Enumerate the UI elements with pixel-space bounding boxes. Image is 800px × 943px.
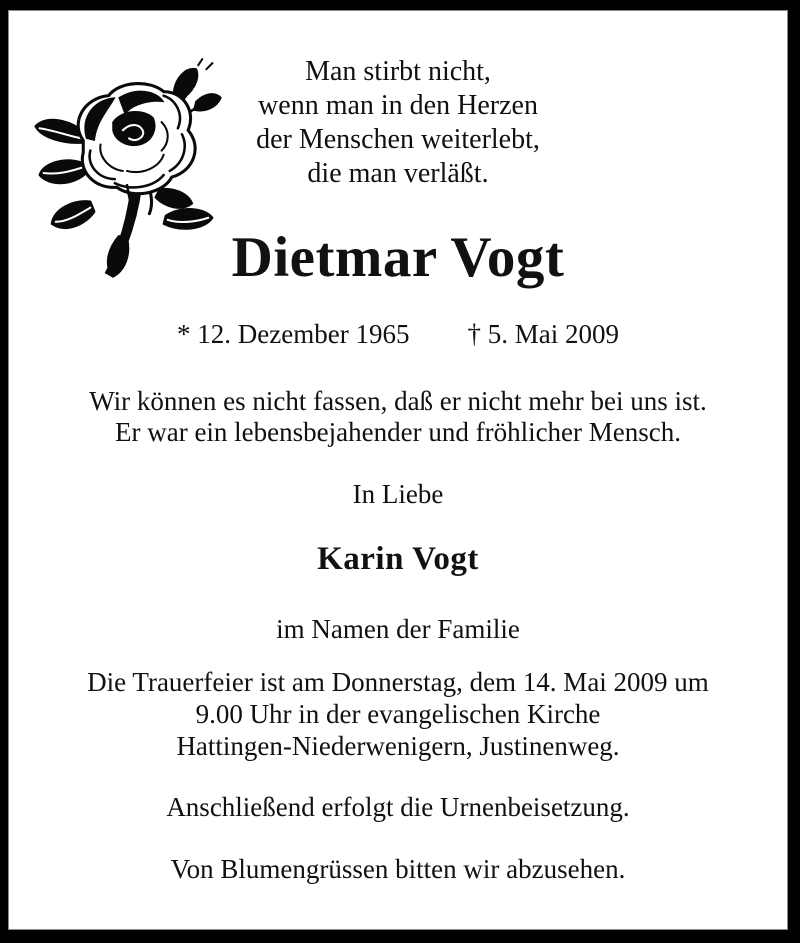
life-dates (9, 317, 787, 351)
burial-note: Anschließend erfolgt die Urnenbeisetzung. (166, 792, 630, 822)
tribute-line: Er war ein lebensbejahender und fröhlicher Mensch. (114, 417, 682, 447)
tribute-line: Wir können es nicht fassen, daß er nicht mehr bei uns ist. (89, 386, 707, 416)
closing-phrase: In Liebe (352, 479, 444, 509)
service-line: 9.00 Uhr in der evangelischen Kirche (195, 699, 601, 729)
flowers-note: Von Blumengrüssen bitten wir abzusehen. (170, 854, 626, 884)
service-line: Die Trauerfeier ist am Donnerstag, dem 14. Mai 2009 um (87, 667, 709, 697)
birth-date: * 12. Dezember 1965 (177, 319, 410, 349)
service-details (9, 666, 787, 762)
poem-line: wenn man in den Herzen (258, 90, 538, 121)
poem-line: Man stirbt nicht, (305, 56, 491, 87)
poem-line: die man verläßt. (307, 158, 489, 189)
tribute-text (9, 386, 787, 448)
poem-line: der Menschen weiterlebt, (256, 124, 540, 155)
deceased-name: Dietmar Vogt (231, 226, 565, 289)
memorial-poem (9, 55, 787, 191)
mourner-name: Karin Vogt (317, 541, 479, 577)
on-behalf-text: im Namen der Familie (276, 614, 520, 644)
service-line: Hattingen-Niederwenigern, Justinenweg. (176, 731, 620, 761)
death-date: † 5. Mai 2009 (467, 319, 619, 349)
obituary-sheet (8, 10, 788, 930)
